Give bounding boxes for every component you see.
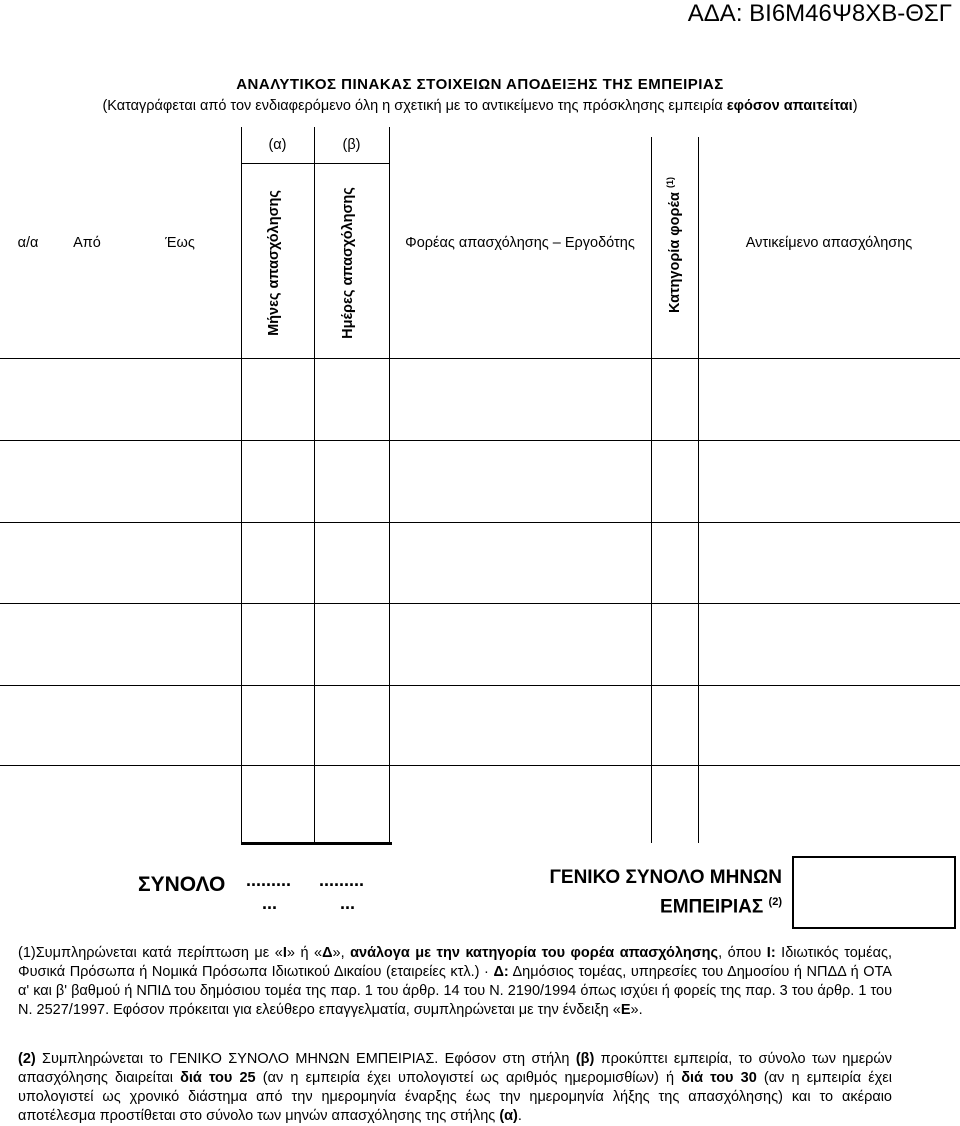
note-bold: (β) <box>575 1051 595 1067</box>
note-bold: Ι <box>282 945 287 961</box>
table-divider <box>651 137 652 843</box>
table-row-line <box>0 522 960 523</box>
header-days: Ημέρες απασχόλησης <box>340 187 356 339</box>
note-bold: Δ <box>322 945 333 961</box>
table-row-line <box>0 603 960 604</box>
table-row-line <box>0 440 960 441</box>
header-employer: Φορέας απασχόλησης – Εργοδότης <box>405 235 635 251</box>
total-dots-b: ......... <box>319 870 365 890</box>
table-row-line <box>0 685 960 686</box>
note-bold: διά του 25 <box>180 1070 256 1086</box>
header-category-sup: (1) <box>665 177 676 189</box>
header-category-text: Κατηγορία φορέα <box>666 192 683 313</box>
subtitle-close: ) <box>852 98 858 114</box>
column-label-b: (β) <box>342 137 361 153</box>
header-aa: α/α <box>17 235 39 251</box>
general-total-line2: ΕΜΠΕΙΡΙΑΣ <box>660 896 764 918</box>
note-bold: Δ: <box>493 964 509 980</box>
total-underline-b <box>316 842 392 845</box>
note-text: προκύπτει εμπειρία, το σύνολο των ημερών απασχόλησης διαιρείται <box>18 1051 892 1086</box>
total-dots-b-2: ... <box>340 893 356 913</box>
note-bold: Ι: <box>766 945 776 961</box>
footnote-2 <box>18 1050 892 1126</box>
ada-code: ΑΔΑ: ΒΙ6Μ46Ψ8ΧΒ-ΘΣΓ <box>687 0 952 27</box>
note-text: ». <box>630 1002 643 1018</box>
table-row-line <box>0 358 960 359</box>
total-label: ΣΥΝΟΛΟ <box>138 873 226 896</box>
note-text: . <box>517 1108 522 1124</box>
note-bold: διά του 30 <box>681 1070 757 1086</box>
table-divider <box>241 127 242 843</box>
note-text: (αν η εμπειρία έχει υπολογιστεί ως αριθμός ημερομισθίων) ή <box>255 1070 682 1086</box>
general-total-box[interactable] <box>792 856 956 929</box>
note-text: (αν η εμπειρία έχει υπολογιστεί ως χρονικό διάστημα από την ημερομηνία έναρξης έως την ημερομηνία λήξης της απασχόλησης) και το ακέραιο αποτέλεσμα προστίθεται στο σύνολο των μηνών απασχόλησης της στήλης <box>18 1070 892 1124</box>
note-text: , όπου <box>718 945 767 961</box>
page-subtitle <box>0 98 960 114</box>
total-dots-a: ......... <box>246 870 292 890</box>
general-total-sup: (2) <box>768 896 782 908</box>
header-object: Αντικείμενο απασχόλησης <box>745 235 913 251</box>
note-text: Συμπληρώνεται το ΓΕΝΙΚΟ ΣΥΝΟΛΟ ΜΗΝΩΝ ΕΜΠΕΙΡΙΑΣ. Εφόσον στη στήλη <box>35 1051 576 1067</box>
subtitle-bold-text: εφόσον απαιτείται <box>726 98 853 114</box>
column-label-a: (α) <box>268 137 287 153</box>
page-title: ΑΝΑΛΥΤΙΚΟΣ ΠΙΝΑΚΑΣ ΣΤΟΙΧΕΙΩΝ ΑΠΟΔΕΙΞΗΣ ΤΗΣ ΕΜΠΕΙΡΙΑΣ <box>236 76 724 93</box>
note-bold: (α) <box>499 1108 518 1124</box>
note-text: (1)Συμπληρώνεται κατά περίπτωση με « <box>18 945 283 961</box>
table-divider <box>314 127 315 843</box>
header-to: Έως <box>165 235 195 251</box>
note-text: », <box>332 945 351 961</box>
experience-table <box>0 127 960 843</box>
note-text: » ή « <box>286 945 323 961</box>
total-underline-a <box>241 842 316 845</box>
subtitle-text: (Καταγράφεται από τον ενδιαφερόμενο όλη η σχετική με το αντικείμενο της πρόσκλησης εμπειρία <box>102 98 727 114</box>
footnote-1 <box>18 944 892 1020</box>
note-text: Δημόσιος τομέας, υπηρεσίες του Δημοσίου ή ΝΠΔΔ ή ΟΤΑ α' και β' βαθμού ή ΝΠΙΔ του δημόσιου τομέα της παρ. 1 του άρθρ. 14 του Ν. 2190/1994 όπως ισχύει ή φορείς της παρ. 3 του άρθρ. 1 του Ν. 2527/1997. Εφόσον πρόκειται για ελεύθερο επαγγελματία, συμπληρώνεται με την ένδειξη « <box>18 964 892 1018</box>
table-row-line <box>241 163 389 164</box>
header-category <box>665 177 683 313</box>
general-total-line1: ΓΕΝΙΚΟ ΣΥΝΟΛΟ ΜΗΝΩΝ <box>549 867 782 888</box>
general-total-line2-wrap <box>549 890 782 919</box>
header-months: Μήνες απασχόλησης <box>266 190 282 336</box>
header-from: Από <box>73 235 101 251</box>
general-total-label <box>549 865 782 919</box>
note-bold: ανάλογα με την κατηγορία του φορέα απασχόλησης <box>350 945 719 961</box>
note-bold: Ε <box>620 1002 631 1018</box>
note-bold: (2) <box>18 1051 36 1067</box>
note-text: Ιδιωτικός τομέας, Φυσικά Πρόσωπα ή Νομικά Πρόσωπα Ιδιωτικού Δικαίου (εταιρείες κτλ.) · <box>18 945 893 980</box>
table-row-line <box>0 765 960 766</box>
total-dots-a-2: ... <box>262 893 278 913</box>
